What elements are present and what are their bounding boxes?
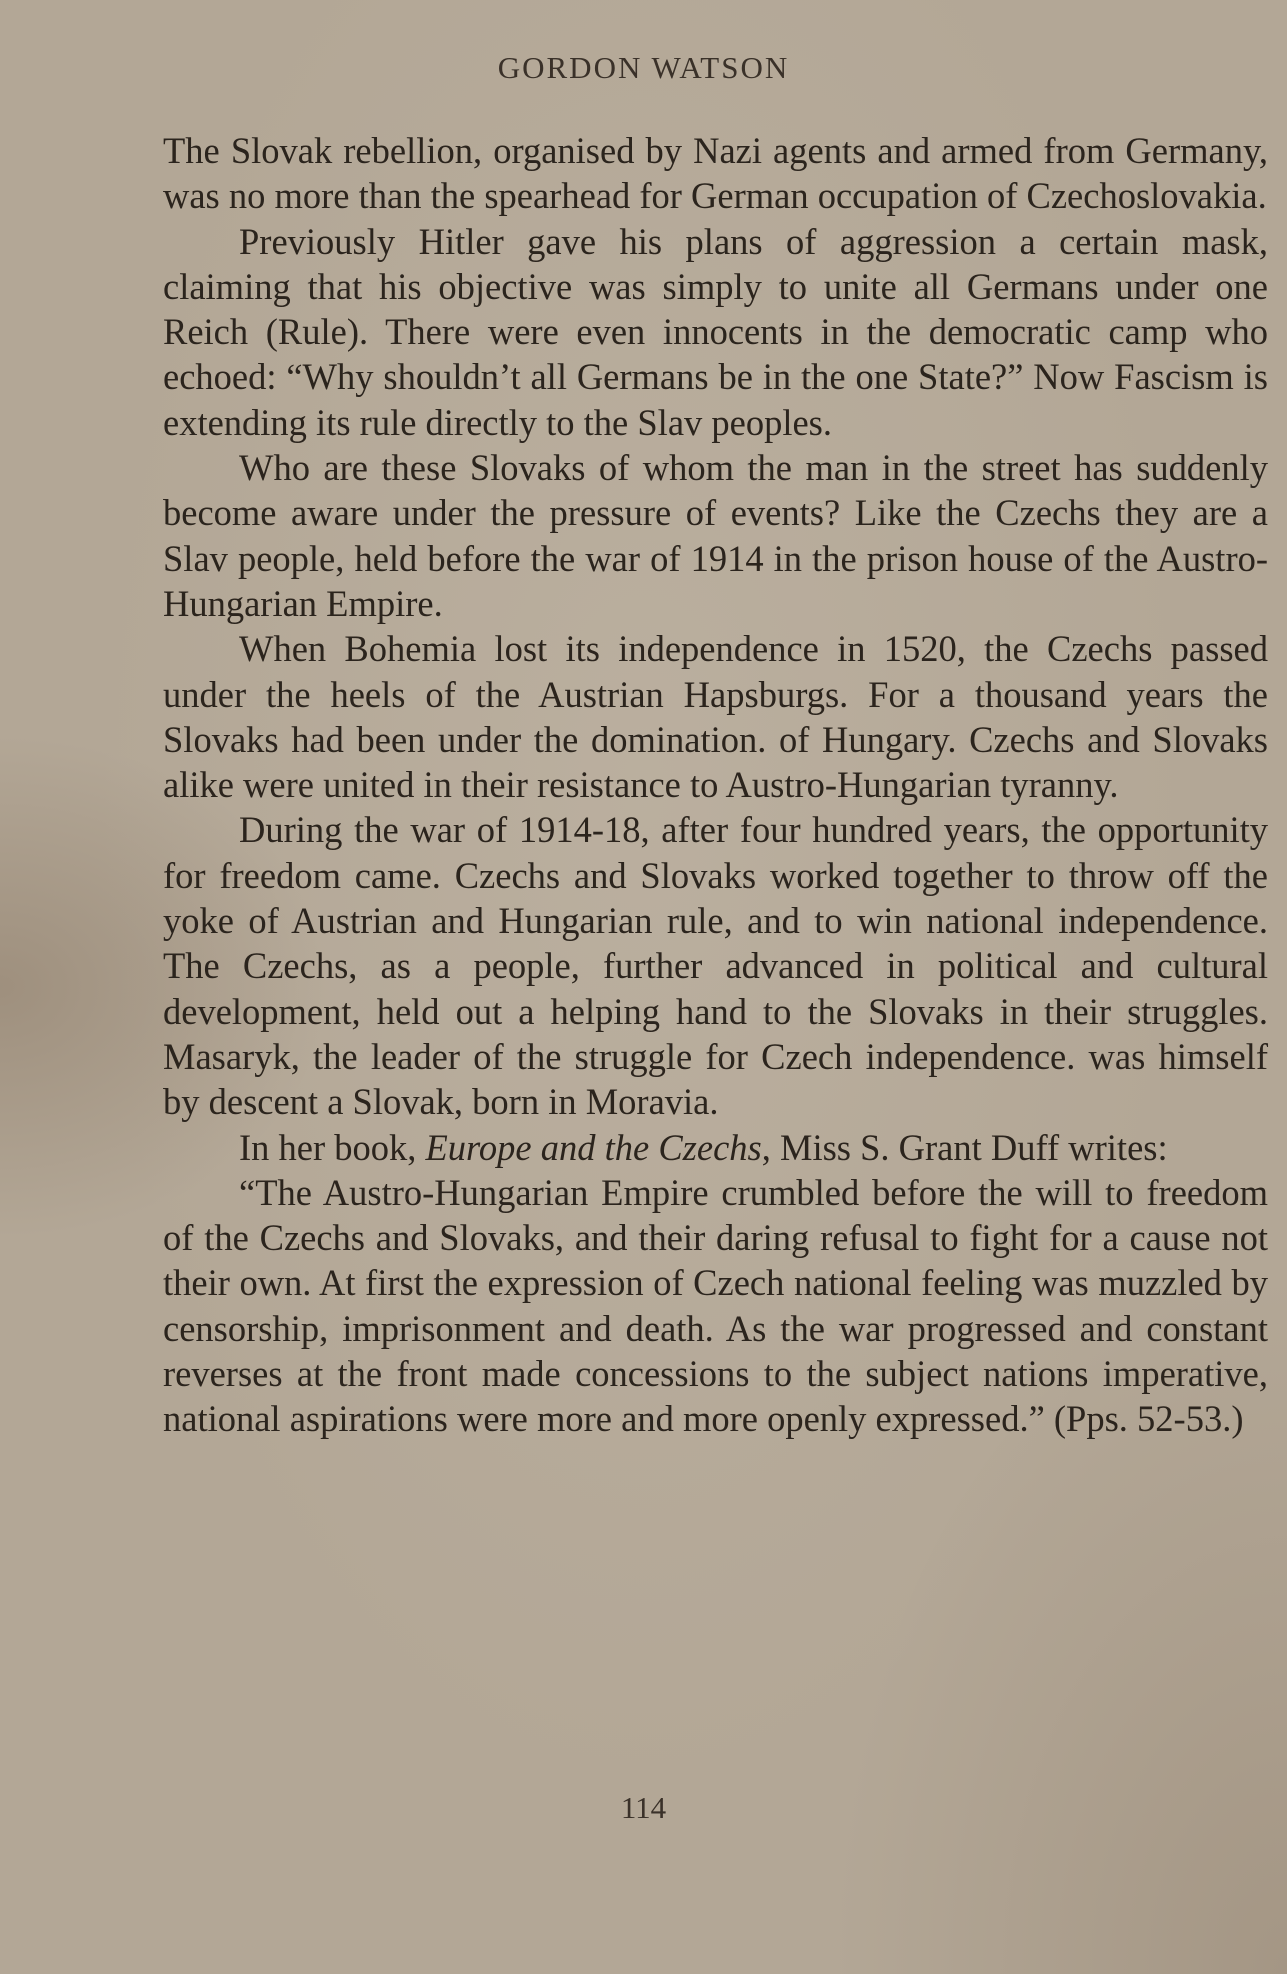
- quotation: “The Austro-Hungarian Empire crumbled before the will to freedom of the Czechs and Slovaks, and their daring refusal to fight for a cause not their own. At first the expression of Czech national feeling was muzzled by censorship, imprisonment and death. As the war progressed and constant reverses at the front made concessions to the subject nations imperative, national aspirations were more and more openly expressed.” (Pps. 52-53.): [163, 1171, 1268, 1440]
- paragraph-bohemia-history: When Bohemia lost its independence in 1520, the Czechs passed under the heels of the Austrian Hapsburgs. For a thousand years the Slovaks had been under the domination. of Hungary. Czechs and Slovaks alike were united in their resistance to Austro-Hungarian tyranny.: [163, 628, 1268, 806]
- running-head: GORDON WATSON: [497, 50, 790, 85]
- paragraph-book-intro: [163, 1125, 1268, 1170]
- paragraph-slovak-rebellion: The Slovak rebellion, organised by Nazi agents and armed from Germany, was no more than the spearhead for German occupation of Czechoslovakia.: [163, 130, 1268, 217]
- book-title: Europe and the Czechs: [425, 1126, 762, 1168]
- book-intro-before: In her book,: [239, 1126, 426, 1168]
- body-text: [163, 128, 1268, 1442]
- paragraph-who-are-slovaks: Who are these Slovaks of whom the man in the street has suddenly become aware under the pressure of events? Like the Czechs they are a Slav people, held before the war of 1914 in the prison house of the Austro-Hungarian Empire.: [163, 447, 1268, 624]
- paragraph-war-1914-18: During the war of 1914-18, after four hundred years, the opportunity for freedom came. Czechs and Slovaks worked together to throw off the yoke of Austrian and Hungarian rule, and to win national independence. The Czechs, as a people, further advanced in political and cultural development, held out a helping hand to the Slovaks in their struggles. Masaryk, the leader of the struggle for Czech independence. was himself by descent a Slovak, born in Moravia.: [163, 809, 1268, 1123]
- paragraph-hitler-mask: Previously Hitler gave his plans of aggression a certain mask, claiming that his objective was simply to unite all Germans under one Reich (Rule). There were even innocents in the democratic camp who echoed: “Why shouldn’t all Germans be in the one State?” Now Fascism is extending its rule directly to the Slav peoples.: [163, 220, 1268, 443]
- page-number: 114: [620, 1790, 667, 1825]
- book-intro-after: , Miss S. Grant Duff writes:: [761, 1126, 1168, 1168]
